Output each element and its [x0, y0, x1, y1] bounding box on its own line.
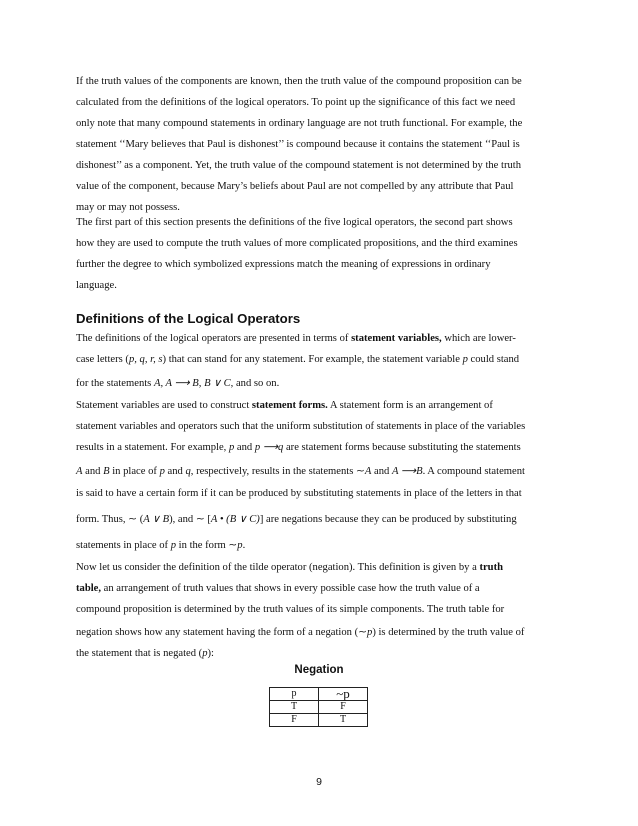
table-row [270, 701, 368, 714]
para4-line-2: statement variables and operators such that the uniform substitution of statements in place of the variables [76, 421, 526, 432]
para2-line-2: how they are used to compute the truth values of more complicated propositions, and the third examines [76, 238, 518, 249]
para4-line-3: results in a statement. For example, p and p ⟶q are statement forms because substituting the statements [76, 442, 521, 453]
table-cell: F [270, 714, 319, 727]
negation-truth-table [269, 687, 368, 727]
section-heading: Definitions of the Logical Operators [76, 311, 301, 326]
para4-line-6: form. Thus, ∼ (A ∨ B), and ∼ [A • (B ∨ C)] are negations because they can be produced by substituting [76, 514, 517, 525]
para5-line-4: negation shows how any statement having the form of a negation (∼p) is determined by the truth value of [76, 627, 525, 638]
para2-line-4: language. [76, 280, 117, 291]
para1-line-1: If the truth values of the components are known, then the truth value of the compound proposition can be [76, 76, 522, 87]
para2-line-3: further the degree to which symbolized expressions match the meaning of expressions in ordinary [76, 259, 491, 270]
para3-line-1: The definitions of the logical operators are presented in terms of statement variables, which are lower- [76, 333, 516, 344]
table-cell: F [319, 701, 368, 714]
para4-line-1: Statement variables are used to construct statement forms. A statement form is an arrangement of [76, 400, 493, 411]
table-title: Negation [294, 664, 344, 676]
para3-line-2: case letters (p, q, r, s) that can stand for any statement. For example, the statement variable p could stand [76, 354, 520, 365]
table-cell: T [319, 714, 368, 727]
para1-line-5: dishonest’’ as a component. Yet, the truth value of the compound statement is not determined by the truth [76, 160, 522, 171]
para1-line-4: statement ‘‘Mary believes that Paul is dishonest’’ is compound because it contains the statement ‘‘Paul is [76, 139, 520, 150]
table-header-row [270, 688, 368, 701]
para5-line-5: the statement that is negated (p): [76, 648, 214, 659]
para2-line-1: The first part of this section presents the definitions of the five logical operators, the second part shows [76, 217, 513, 228]
para1-line-2: calculated from the definitions of the logical operators. To point up the significance of this fact we need [76, 97, 516, 108]
table-row [270, 714, 368, 727]
para4-line-4: A and B in place of p and q, respectively, results in the statements ∼A and A ⟶B. A compound statement [76, 466, 525, 477]
para4-line-7: statements in place of p in the form ∼p. [76, 540, 246, 551]
table-header-cell: ~p [319, 688, 368, 701]
para1-line-6: value of the component, because Mary’s beliefs about Paul are not compelled by any attribute that Paul [76, 181, 514, 192]
para1-line-7: may or may not possess. [76, 202, 180, 213]
para5-line-1: Now let us consider the definition of the tilde operator (negation). This definition is given by a truth [76, 562, 503, 573]
table-header-cell: p [270, 688, 319, 701]
table-cell: T [270, 701, 319, 714]
para5-line-2: table, an arrangement of truth values that shows in every possible case how the truth value of a [76, 583, 480, 594]
para4-line-5: is said to have a certain form if it can be produced by substituting statements in place of the letters in that [76, 488, 522, 499]
para5-line-3: compound proposition is determined by the truth values of its simple components. The truth table for [76, 604, 505, 615]
page-number: 9 [316, 776, 322, 788]
para1-line-3: only note that many compound statements in ordinary language are not truth functional. For example, the [76, 118, 523, 129]
para3-line-3: for the statements A, A ⟶ B, B ∨ C, and so on. [76, 378, 280, 389]
